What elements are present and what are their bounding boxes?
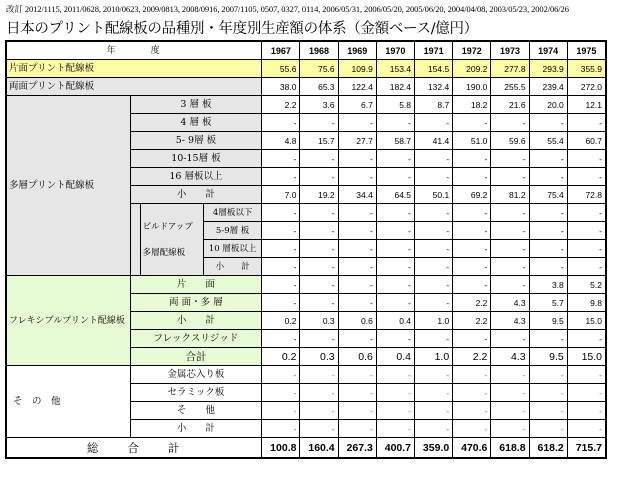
header-year-1970: 1970 bbox=[376, 42, 414, 60]
multilayer-subtotal-value-1974: 75.4 bbox=[529, 186, 567, 204]
flex-subtotal-value-1973: 4.3 bbox=[491, 312, 529, 330]
other-subtotal-value-1975: - bbox=[567, 420, 605, 438]
multilayer-subtotal-value-1968: 19.2 bbox=[300, 186, 338, 204]
16-layer-plus-value-1975: - bbox=[567, 168, 605, 186]
label-flex-double-multi: 両 面・多 層 bbox=[130, 294, 262, 312]
5-9-layer-value-1971: 41.4 bbox=[415, 132, 453, 150]
group-other: そ の 他 bbox=[7, 366, 131, 438]
label-buildup-subtotal: 小 計 bbox=[203, 258, 261, 276]
label-3-layer: 3 層 板 bbox=[130, 96, 262, 114]
flex-subtotal-value-1974: 9.5 bbox=[529, 312, 567, 330]
header-year-1973: 1973 bbox=[491, 42, 529, 60]
buildup-group-line: ビルドアップ bbox=[142, 221, 193, 232]
other-others-value-1974: - bbox=[529, 402, 567, 420]
3-layer-value-1975: 12.1 bbox=[567, 96, 605, 114]
buildup-subtotal-value-1967: - bbox=[262, 258, 300, 276]
row-single-sided bbox=[7, 60, 606, 78]
buildup-10-plus-value-1974: - bbox=[529, 240, 567, 258]
single-sided-value-1974: 293.9 bbox=[529, 60, 567, 78]
flex-double-multi-value-1970: - bbox=[376, 294, 414, 312]
flex-rigid-value-1970: - bbox=[376, 330, 414, 348]
4-layer-value-1974: - bbox=[529, 114, 567, 132]
4-layer-value-1971: - bbox=[415, 114, 453, 132]
other-subtotal-value-1970: - bbox=[376, 420, 414, 438]
other-subtotal-value-1969: - bbox=[338, 420, 376, 438]
10-15-layer-value-1970: - bbox=[376, 150, 414, 168]
flex-rigid-value-1973: - bbox=[491, 330, 529, 348]
label-single-sided: 片面プリント配線板 bbox=[7, 60, 262, 78]
other-others-value-1970: - bbox=[376, 402, 414, 420]
buildup-spacer bbox=[130, 204, 140, 276]
other-metal-core-value-1973: - bbox=[491, 366, 529, 384]
flex-total-value-1973: 4.3 bbox=[491, 348, 529, 366]
other-subtotal-value-1974: - bbox=[529, 420, 567, 438]
other-subtotal-value-1967: - bbox=[262, 420, 300, 438]
4-layer-value-1975: - bbox=[567, 114, 605, 132]
5-9-layer-value-1975: 60.7 bbox=[567, 132, 605, 150]
multilayer-subtotal-value-1969: 34.4 bbox=[338, 186, 376, 204]
4-layer-value-1968: - bbox=[300, 114, 338, 132]
other-others-value-1971: - bbox=[415, 402, 453, 420]
3-layer-value-1972: 18.2 bbox=[453, 96, 491, 114]
5-9-layer-value-1973: 59.6 bbox=[491, 132, 529, 150]
grand-total-value-1975: 715.7 bbox=[567, 438, 605, 458]
3-layer-value-1968: 3.6 bbox=[300, 96, 338, 114]
4-layer-value-1970: - bbox=[376, 114, 414, 132]
buildup-subtotal-value-1968: - bbox=[300, 258, 338, 276]
buildup-4-or-less-value-1972: - bbox=[453, 204, 491, 222]
label-grand-total: 総 合 計 bbox=[7, 438, 262, 458]
label-10-15-layer: 10-15層 板 bbox=[130, 150, 262, 168]
buildup-5-9-value-1969: - bbox=[338, 222, 376, 240]
flex-single-value-1972: - bbox=[453, 276, 491, 294]
label-16-layer-plus: 16 層板以上 bbox=[130, 168, 262, 186]
4-layer-value-1967: - bbox=[262, 114, 300, 132]
3-layer-value-1967: 2.2 bbox=[262, 96, 300, 114]
flex-rigid-value-1975: - bbox=[567, 330, 605, 348]
flex-single-value-1973: - bbox=[491, 276, 529, 294]
16-layer-plus-value-1971: - bbox=[415, 168, 453, 186]
buildup-5-9-value-1967: - bbox=[262, 222, 300, 240]
flex-rigid-value-1971: - bbox=[415, 330, 453, 348]
header-year-1969: 1969 bbox=[338, 42, 376, 60]
other-subtotal-value-1968: - bbox=[300, 420, 338, 438]
flex-single-value-1968: - bbox=[300, 276, 338, 294]
other-subtotal-value-1971: - bbox=[415, 420, 453, 438]
header-row bbox=[7, 42, 606, 60]
header-year-1972: 1972 bbox=[453, 42, 491, 60]
3-layer-value-1971: 8.7 bbox=[415, 96, 453, 114]
header-year-1971: 1971 bbox=[415, 42, 453, 60]
buildup-subtotal-value-1972: - bbox=[453, 258, 491, 276]
flex-subtotal-value-1975: 15.0 bbox=[567, 312, 605, 330]
flex-subtotal-value-1967: 0.2 bbox=[262, 312, 300, 330]
buildup-10-plus-value-1968: - bbox=[300, 240, 338, 258]
double-sided-value-1970: 182.4 bbox=[376, 78, 414, 96]
flex-rigid-value-1969: - bbox=[338, 330, 376, 348]
label-flex-single: 片 面 bbox=[130, 276, 262, 294]
buildup-10-plus-value-1975: - bbox=[567, 240, 605, 258]
header-year-label: 年 度 bbox=[7, 42, 262, 60]
buildup-10-plus-value-1970: - bbox=[376, 240, 414, 258]
other-others-value-1969: - bbox=[338, 402, 376, 420]
other-ceramic-value-1973: - bbox=[491, 384, 529, 402]
flex-rigid-value-1974: - bbox=[529, 330, 567, 348]
flex-double-multi-value-1974: 5.7 bbox=[529, 294, 567, 312]
other-metal-core-value-1975: - bbox=[567, 366, 605, 384]
flex-double-multi-value-1968: - bbox=[300, 294, 338, 312]
buildup-5-9-value-1974: - bbox=[529, 222, 567, 240]
single-sided-value-1967: 55.6 bbox=[262, 60, 300, 78]
double-sided-value-1971: 132.4 bbox=[415, 78, 453, 96]
flex-double-multi-value-1975: 9.8 bbox=[567, 294, 605, 312]
3-layer-value-1969: 6.7 bbox=[338, 96, 376, 114]
16-layer-plus-value-1968: - bbox=[300, 168, 338, 186]
16-layer-plus-value-1967: - bbox=[262, 168, 300, 186]
3-layer-value-1973: 21.6 bbox=[491, 96, 529, 114]
16-layer-plus-value-1969: - bbox=[338, 168, 376, 186]
10-15-layer-value-1973: - bbox=[491, 150, 529, 168]
flex-total-value-1969: 0.6 bbox=[338, 348, 376, 366]
label-other-subtotal: 小 計 bbox=[130, 420, 262, 438]
other-ceramic-value-1969: - bbox=[338, 384, 376, 402]
10-15-layer-value-1971: - bbox=[415, 150, 453, 168]
flex-subtotal-value-1968: 0.3 bbox=[300, 312, 338, 330]
flex-total-value-1972: 2.2 bbox=[453, 348, 491, 366]
double-sided-value-1968: 65.3 bbox=[300, 78, 338, 96]
other-others-value-1973: - bbox=[491, 402, 529, 420]
flex-subtotal-value-1972: 2.2 bbox=[453, 312, 491, 330]
flex-double-multi-value-1971: - bbox=[415, 294, 453, 312]
other-metal-core-value-1967: - bbox=[262, 366, 300, 384]
3-layer-value-1974: 20.0 bbox=[529, 96, 567, 114]
flex-subtotal-value-1970: 0.4 bbox=[376, 312, 414, 330]
row-3-layer bbox=[7, 96, 606, 114]
header-year-1975: 1975 bbox=[567, 42, 605, 60]
buildup-subtotal-value-1973: - bbox=[491, 258, 529, 276]
flex-double-multi-value-1967: - bbox=[262, 294, 300, 312]
multilayer-subtotal-value-1975: 72.8 bbox=[567, 186, 605, 204]
buildup-4-or-less-value-1968: - bbox=[300, 204, 338, 222]
10-15-layer-value-1972: - bbox=[453, 150, 491, 168]
buildup-4-or-less-value-1970: - bbox=[376, 204, 414, 222]
10-15-layer-value-1969: - bbox=[338, 150, 376, 168]
buildup-4-or-less-value-1973: - bbox=[491, 204, 529, 222]
other-ceramic-value-1970: - bbox=[376, 384, 414, 402]
single-sided-value-1969: 109.9 bbox=[338, 60, 376, 78]
flex-total-value-1974: 9.5 bbox=[529, 348, 567, 366]
label-flex-subtotal: 小 計 bbox=[130, 312, 262, 330]
label-other-metal-core: 金属芯入り板 bbox=[130, 366, 262, 384]
flex-total-value-1970: 0.4 bbox=[376, 348, 414, 366]
buildup-5-9-value-1970: - bbox=[376, 222, 414, 240]
flex-total-value-1968: 0.3 bbox=[300, 348, 338, 366]
multilayer-subtotal-value-1971: 50.1 bbox=[415, 186, 453, 204]
flex-subtotal-value-1969: 0.6 bbox=[338, 312, 376, 330]
5-9-layer-value-1974: 55.4 bbox=[529, 132, 567, 150]
buildup-subtotal-value-1971: - bbox=[415, 258, 453, 276]
label-flex-total: 合計 bbox=[130, 348, 262, 366]
other-ceramic-value-1972: - bbox=[453, 384, 491, 402]
flex-single-value-1971: - bbox=[415, 276, 453, 294]
double-sided-value-1973: 255.5 bbox=[491, 78, 529, 96]
buildup-5-9-value-1972: - bbox=[453, 222, 491, 240]
flex-single-value-1969: - bbox=[338, 276, 376, 294]
3-layer-value-1970: 5.8 bbox=[376, 96, 414, 114]
buildup-10-plus-value-1971: - bbox=[415, 240, 453, 258]
other-metal-core-value-1969: - bbox=[338, 366, 376, 384]
flex-rigid-value-1967: - bbox=[262, 330, 300, 348]
other-subtotal-value-1973: - bbox=[491, 420, 529, 438]
buildup-5-9-value-1968: - bbox=[300, 222, 338, 240]
other-metal-core-value-1971: - bbox=[415, 366, 453, 384]
other-metal-core-value-1972: - bbox=[453, 366, 491, 384]
flex-single-value-1970: - bbox=[376, 276, 414, 294]
single-sided-value-1972: 209.2 bbox=[453, 60, 491, 78]
other-others-value-1967: - bbox=[262, 402, 300, 420]
header-year-1968: 1968 bbox=[300, 42, 338, 60]
other-others-value-1975: - bbox=[567, 402, 605, 420]
grand-total-value-1972: 470.6 bbox=[453, 438, 491, 458]
flex-single-value-1967: - bbox=[262, 276, 300, 294]
5-9-layer-value-1970: 58.7 bbox=[376, 132, 414, 150]
other-metal-core-value-1968: - bbox=[300, 366, 338, 384]
double-sided-value-1975: 272.0 bbox=[567, 78, 605, 96]
buildup-4-or-less-value-1975: - bbox=[567, 204, 605, 222]
other-metal-core-value-1974: - bbox=[529, 366, 567, 384]
double-sided-value-1967: 38.0 bbox=[262, 78, 300, 96]
multilayer-subtotal-value-1973: 81.2 bbox=[491, 186, 529, 204]
flex-total-value-1975: 15.0 bbox=[567, 348, 605, 366]
other-others-value-1972: - bbox=[453, 402, 491, 420]
10-15-layer-value-1968: - bbox=[300, 150, 338, 168]
label-buildup-5-9: 5-9層 板 bbox=[203, 222, 261, 240]
flex-single-value-1974: 3.8 bbox=[529, 276, 567, 294]
buildup-10-plus-value-1967: - bbox=[262, 240, 300, 258]
label-4-layer: 4 層 板 bbox=[130, 114, 262, 132]
buildup-subtotal-value-1969: - bbox=[338, 258, 376, 276]
flex-subtotal-value-1971: 1.0 bbox=[415, 312, 453, 330]
header-year-1974: 1974 bbox=[529, 42, 567, 60]
single-sided-value-1971: 154.5 bbox=[415, 60, 453, 78]
grand-total-value-1971: 359.0 bbox=[415, 438, 453, 458]
label-flex-rigid: フレックスリジッド bbox=[130, 330, 262, 348]
10-15-layer-value-1974: - bbox=[529, 150, 567, 168]
production-table bbox=[5, 40, 607, 459]
grand-total-value-1969: 267.3 bbox=[338, 438, 376, 458]
buildup-group-line: 多層配線板 bbox=[142, 247, 186, 258]
flex-total-value-1971: 1.0 bbox=[415, 348, 453, 366]
grand-total-value-1974: 618.2 bbox=[529, 438, 567, 458]
other-ceramic-value-1974: - bbox=[529, 384, 567, 402]
revision-history: 改訂 2012/1115, 2011/0628, 2010/0623, 2009/0813, 2008/0916, 2007/1105, 0507, 0327, 0114, 2006/05/31, 2006/05/20, 2005/06/20, 2004/04/08, 2003/05/23, 2002/06/26 bbox=[6, 4, 569, 14]
label-5-9-layer: 5- 9層 板 bbox=[130, 132, 262, 150]
buildup-10-plus-value-1972: - bbox=[453, 240, 491, 258]
label-buildup-10-plus: 10 層板以上 bbox=[203, 240, 261, 258]
double-sided-value-1974: 239.4 bbox=[529, 78, 567, 96]
other-ceramic-value-1971: - bbox=[415, 384, 453, 402]
label-double-sided: 両面プリント配線板 bbox=[7, 78, 262, 96]
grand-total-value-1967: 100.8 bbox=[262, 438, 300, 458]
5-9-layer-value-1972: 51.0 bbox=[453, 132, 491, 150]
page-title: 日本のプリント配線板の品種別・年度別生産額の体系（金額ベース/億円） bbox=[6, 21, 478, 37]
other-ceramic-value-1967: - bbox=[262, 384, 300, 402]
flex-double-multi-value-1972: 2.2 bbox=[453, 294, 491, 312]
double-sided-value-1972: 190.0 bbox=[453, 78, 491, 96]
buildup-5-9-value-1975: - bbox=[567, 222, 605, 240]
5-9-layer-value-1967: 4.8 bbox=[262, 132, 300, 150]
row-other-metal-core bbox=[7, 366, 606, 384]
buildup-4-or-less-value-1969: - bbox=[338, 204, 376, 222]
buildup-10-plus-value-1969: - bbox=[338, 240, 376, 258]
4-layer-value-1972: - bbox=[453, 114, 491, 132]
16-layer-plus-value-1972: - bbox=[453, 168, 491, 186]
single-sided-value-1973: 277.8 bbox=[491, 60, 529, 78]
single-sided-value-1968: 75.6 bbox=[300, 60, 338, 78]
buildup-10-plus-value-1973: - bbox=[491, 240, 529, 258]
10-15-layer-value-1967: - bbox=[262, 150, 300, 168]
row-flex-single bbox=[7, 276, 606, 294]
buildup-subtotal-value-1975: - bbox=[567, 258, 605, 276]
multilayer-subtotal-value-1972: 69.2 bbox=[453, 186, 491, 204]
16-layer-plus-value-1970: - bbox=[376, 168, 414, 186]
label-buildup-4-or-less: 4層板以下 bbox=[203, 204, 261, 222]
other-ceramic-value-1968: - bbox=[300, 384, 338, 402]
other-subtotal-value-1972: - bbox=[453, 420, 491, 438]
header-year-1967: 1967 bbox=[262, 42, 300, 60]
single-sided-value-1975: 355.9 bbox=[567, 60, 605, 78]
other-metal-core-value-1970: - bbox=[376, 366, 414, 384]
flex-total-value-1967: 0.2 bbox=[262, 348, 300, 366]
buildup-4-or-less-value-1967: - bbox=[262, 204, 300, 222]
4-layer-value-1973: - bbox=[491, 114, 529, 132]
buildup-4-or-less-value-1974: - bbox=[529, 204, 567, 222]
row-double-sided bbox=[7, 78, 606, 96]
row-grand-total bbox=[7, 438, 606, 458]
label-other-ceramic: セラミック板 bbox=[130, 384, 262, 402]
multilayer-subtotal-value-1970: 64.5 bbox=[376, 186, 414, 204]
flex-double-multi-value-1969: - bbox=[338, 294, 376, 312]
buildup-5-9-value-1973: - bbox=[491, 222, 529, 240]
double-sided-value-1969: 122.4 bbox=[338, 78, 376, 96]
10-15-layer-value-1975: - bbox=[567, 150, 605, 168]
5-9-layer-value-1968: 15.7 bbox=[300, 132, 338, 150]
flex-double-multi-value-1973: 4.3 bbox=[491, 294, 529, 312]
flex-rigid-value-1972: - bbox=[453, 330, 491, 348]
grand-total-value-1973: 618.8 bbox=[491, 438, 529, 458]
flex-single-value-1975: 5.2 bbox=[567, 276, 605, 294]
other-others-value-1968: - bbox=[300, 402, 338, 420]
buildup-5-9-value-1971: - bbox=[415, 222, 453, 240]
16-layer-plus-value-1973: - bbox=[491, 168, 529, 186]
grand-total-value-1968: 160.4 bbox=[300, 438, 338, 458]
label-other-others: そ 他 bbox=[130, 402, 262, 420]
group-multilayer: 多層プリント配線板 bbox=[7, 96, 131, 276]
buildup-subtotal-value-1974: - bbox=[529, 258, 567, 276]
16-layer-plus-value-1974: - bbox=[529, 168, 567, 186]
other-ceramic-value-1975: - bbox=[567, 384, 605, 402]
group-flexible: フレキシブルプリント配線板 bbox=[7, 276, 131, 366]
flex-rigid-value-1968: - bbox=[300, 330, 338, 348]
single-sided-value-1970: 153.4 bbox=[376, 60, 414, 78]
group-buildup bbox=[140, 204, 203, 276]
4-layer-value-1969: - bbox=[338, 114, 376, 132]
5-9-layer-value-1969: 27.7 bbox=[338, 132, 376, 150]
grand-total-value-1970: 400.7 bbox=[376, 438, 414, 458]
multilayer-subtotal-value-1967: 7.0 bbox=[262, 186, 300, 204]
label-multilayer-subtotal: 小 計 bbox=[130, 186, 262, 204]
buildup-subtotal-value-1970: - bbox=[376, 258, 414, 276]
buildup-4-or-less-value-1971: - bbox=[415, 204, 453, 222]
